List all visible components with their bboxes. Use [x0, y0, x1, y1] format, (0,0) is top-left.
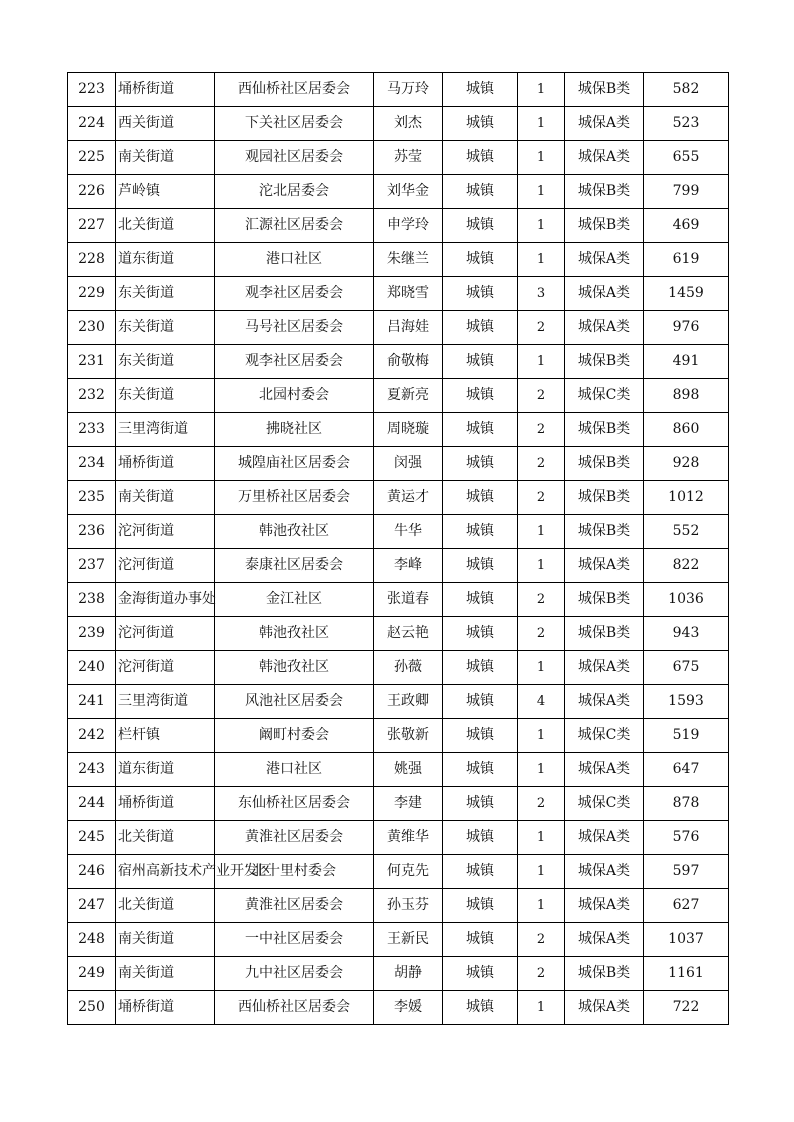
- household-type-cell: 城镇: [443, 243, 518, 277]
- category-cell: 城保B类: [565, 515, 644, 549]
- amount-cell: 469: [644, 209, 729, 243]
- street-cell: 沱河街道: [116, 651, 215, 685]
- member-count-cell: 1: [518, 243, 565, 277]
- amount-cell: 1012: [644, 481, 729, 515]
- name-cell: 马万玲: [374, 73, 443, 107]
- member-count-cell: 1: [518, 889, 565, 923]
- household-type-cell: 城镇: [443, 413, 518, 447]
- table-row: [68, 549, 729, 583]
- street-cell: 埇桥街道: [116, 991, 215, 1025]
- index-cell: 231: [68, 345, 116, 379]
- category-cell: 城保A类: [565, 753, 644, 787]
- table-row: [68, 753, 729, 787]
- name-cell: 张敬新: [374, 719, 443, 753]
- street-cell: 南关街道: [116, 481, 215, 515]
- amount-cell: 1036: [644, 583, 729, 617]
- table-row: [68, 617, 729, 651]
- name-cell: 黄运才: [374, 481, 443, 515]
- community-cell: 风池社区居委会: [215, 685, 374, 719]
- index-cell: 237: [68, 549, 116, 583]
- community-cell: 观李社区居委会: [215, 345, 374, 379]
- category-cell: 城保A类: [565, 549, 644, 583]
- household-type-cell: 城镇: [443, 277, 518, 311]
- community-cell: 沱北居委会: [215, 175, 374, 209]
- household-type-cell: 城镇: [443, 175, 518, 209]
- household-type-cell: 城镇: [443, 957, 518, 991]
- amount-cell: 647: [644, 753, 729, 787]
- street-cell: 北关街道: [116, 889, 215, 923]
- category-cell: 城保A类: [565, 855, 644, 889]
- household-type-cell: 城镇: [443, 889, 518, 923]
- amount-cell: 1161: [644, 957, 729, 991]
- household-type-cell: 城镇: [443, 753, 518, 787]
- index-cell: 223: [68, 73, 116, 107]
- amount-cell: 619: [644, 243, 729, 277]
- table-row: [68, 141, 729, 175]
- street-cell: 宿州高新技术产业开发区: [116, 855, 215, 889]
- table-row: [68, 821, 729, 855]
- category-cell: 城保B类: [565, 345, 644, 379]
- name-cell: 刘华金: [374, 175, 443, 209]
- table-row: [68, 991, 729, 1025]
- community-cell: 东仙桥社区居委会: [215, 787, 374, 821]
- name-cell: 张道春: [374, 583, 443, 617]
- table-row: [68, 311, 729, 345]
- index-cell: 236: [68, 515, 116, 549]
- category-cell: 城保A类: [565, 277, 644, 311]
- amount-cell: 519: [644, 719, 729, 753]
- community-cell: 下关社区居委会: [215, 107, 374, 141]
- amount-cell: 822: [644, 549, 729, 583]
- table-row: [68, 889, 729, 923]
- category-cell: 城保B类: [565, 481, 644, 515]
- member-count-cell: 1: [518, 651, 565, 685]
- name-cell: 牛华: [374, 515, 443, 549]
- index-cell: 235: [68, 481, 116, 515]
- household-type-cell: 城镇: [443, 821, 518, 855]
- member-count-cell: 1: [518, 991, 565, 1025]
- amount-cell: 523: [644, 107, 729, 141]
- community-cell: 万里桥社区居委会: [215, 481, 374, 515]
- member-count-cell: 2: [518, 413, 565, 447]
- member-count-cell: 1: [518, 73, 565, 107]
- table-row: [68, 209, 729, 243]
- category-cell: 城保B类: [565, 73, 644, 107]
- street-cell: 沱河街道: [116, 617, 215, 651]
- community-cell: 泰康社区居委会: [215, 549, 374, 583]
- amount-cell: 576: [644, 821, 729, 855]
- amount-cell: 597: [644, 855, 729, 889]
- index-cell: 229: [68, 277, 116, 311]
- table-row: [68, 73, 729, 107]
- household-type-cell: 城镇: [443, 209, 518, 243]
- name-cell: 朱继兰: [374, 243, 443, 277]
- category-cell: 城保A类: [565, 141, 644, 175]
- street-cell: 埇桥街道: [116, 447, 215, 481]
- member-count-cell: 1: [518, 175, 565, 209]
- member-count-cell: 1: [518, 821, 565, 855]
- name-cell: 郑晓雪: [374, 277, 443, 311]
- member-count-cell: 2: [518, 923, 565, 957]
- amount-cell: 928: [644, 447, 729, 481]
- name-cell: 孙玉芬: [374, 889, 443, 923]
- name-cell: 夏新亮: [374, 379, 443, 413]
- street-cell: 西关街道: [116, 107, 215, 141]
- category-cell: 城保A类: [565, 821, 644, 855]
- amount-cell: 675: [644, 651, 729, 685]
- member-count-cell: 2: [518, 583, 565, 617]
- community-cell: 阚町村委会: [215, 719, 374, 753]
- member-count-cell: 2: [518, 447, 565, 481]
- name-cell: 吕海娃: [374, 311, 443, 345]
- records-table-body: [68, 73, 729, 1025]
- index-cell: 247: [68, 889, 116, 923]
- table-row: [68, 447, 729, 481]
- street-cell: 金海街道办事处: [116, 583, 215, 617]
- street-cell: 东关街道: [116, 311, 215, 345]
- category-cell: 城保A类: [565, 923, 644, 957]
- community-cell: 汇源社区居委会: [215, 209, 374, 243]
- street-cell: 沱河街道: [116, 549, 215, 583]
- household-type-cell: 城镇: [443, 685, 518, 719]
- table-row: [68, 379, 729, 413]
- member-count-cell: 1: [518, 345, 565, 379]
- index-cell: 242: [68, 719, 116, 753]
- index-cell: 248: [68, 923, 116, 957]
- name-cell: 黄维华: [374, 821, 443, 855]
- table-row: [68, 277, 729, 311]
- amount-cell: 491: [644, 345, 729, 379]
- index-cell: 241: [68, 685, 116, 719]
- index-cell: 246: [68, 855, 116, 889]
- community-cell: 城隍庙社区居委会: [215, 447, 374, 481]
- community-cell: 一中社区居委会: [215, 923, 374, 957]
- table-row: [68, 515, 729, 549]
- street-cell: 栏杆镇: [116, 719, 215, 753]
- table-row: [68, 107, 729, 141]
- amount-cell: 582: [644, 73, 729, 107]
- category-cell: 城保A类: [565, 243, 644, 277]
- community-cell: 北十里村委会: [215, 855, 374, 889]
- name-cell: 俞敬梅: [374, 345, 443, 379]
- amount-cell: 1593: [644, 685, 729, 719]
- member-count-cell: 2: [518, 311, 565, 345]
- amount-cell: 655: [644, 141, 729, 175]
- name-cell: 李建: [374, 787, 443, 821]
- index-cell: 233: [68, 413, 116, 447]
- name-cell: 李峰: [374, 549, 443, 583]
- street-cell: 沱河街道: [116, 515, 215, 549]
- household-type-cell: 城镇: [443, 583, 518, 617]
- community-cell: 黄淮社区居委会: [215, 889, 374, 923]
- table-row: [68, 583, 729, 617]
- name-cell: 王政卿: [374, 685, 443, 719]
- name-cell: 姚强: [374, 753, 443, 787]
- table-row: [68, 413, 729, 447]
- table-row: [68, 651, 729, 685]
- community-cell: 拂晓社区: [215, 413, 374, 447]
- name-cell: 苏莹: [374, 141, 443, 175]
- category-cell: 城保A类: [565, 311, 644, 345]
- member-count-cell: 3: [518, 277, 565, 311]
- street-cell: 东关街道: [116, 277, 215, 311]
- household-type-cell: 城镇: [443, 515, 518, 549]
- index-cell: 225: [68, 141, 116, 175]
- category-cell: 城保B类: [565, 175, 644, 209]
- amount-cell: 627: [644, 889, 729, 923]
- category-cell: 城保B类: [565, 957, 644, 991]
- category-cell: 城保C类: [565, 379, 644, 413]
- street-cell: 道东街道: [116, 753, 215, 787]
- community-cell: 韩池孜社区: [215, 515, 374, 549]
- name-cell: 周晓璇: [374, 413, 443, 447]
- index-cell: 238: [68, 583, 116, 617]
- street-cell: 北关街道: [116, 209, 215, 243]
- name-cell: 闵强: [374, 447, 443, 481]
- table-row: [68, 957, 729, 991]
- category-cell: 城保B类: [565, 617, 644, 651]
- household-type-cell: 城镇: [443, 923, 518, 957]
- name-cell: 何克先: [374, 855, 443, 889]
- table-row: [68, 685, 729, 719]
- amount-cell: 799: [644, 175, 729, 209]
- table-row: [68, 719, 729, 753]
- street-cell: 南关街道: [116, 141, 215, 175]
- community-cell: 金江社区: [215, 583, 374, 617]
- category-cell: 城保C类: [565, 787, 644, 821]
- member-count-cell: 2: [518, 379, 565, 413]
- member-count-cell: 1: [518, 515, 565, 549]
- household-type-cell: 城镇: [443, 991, 518, 1025]
- table-row: [68, 175, 729, 209]
- table-row: [68, 243, 729, 277]
- household-type-cell: 城镇: [443, 719, 518, 753]
- index-cell: 239: [68, 617, 116, 651]
- community-cell: 观园社区居委会: [215, 141, 374, 175]
- member-count-cell: 1: [518, 107, 565, 141]
- street-cell: 南关街道: [116, 957, 215, 991]
- household-type-cell: 城镇: [443, 651, 518, 685]
- name-cell: 孙薇: [374, 651, 443, 685]
- index-cell: 232: [68, 379, 116, 413]
- amount-cell: 943: [644, 617, 729, 651]
- category-cell: 城保C类: [565, 719, 644, 753]
- member-count-cell: 2: [518, 617, 565, 651]
- member-count-cell: 1: [518, 141, 565, 175]
- category-cell: 城保A类: [565, 651, 644, 685]
- table-row: [68, 855, 729, 889]
- household-type-cell: 城镇: [443, 447, 518, 481]
- street-cell: 埇桥街道: [116, 73, 215, 107]
- amount-cell: 1037: [644, 923, 729, 957]
- street-cell: 三里湾街道: [116, 413, 215, 447]
- amount-cell: 1459: [644, 277, 729, 311]
- index-cell: 224: [68, 107, 116, 141]
- community-cell: 西仙桥社区居委会: [215, 991, 374, 1025]
- amount-cell: 898: [644, 379, 729, 413]
- amount-cell: 878: [644, 787, 729, 821]
- index-cell: 226: [68, 175, 116, 209]
- member-count-cell: 1: [518, 719, 565, 753]
- member-count-cell: 2: [518, 787, 565, 821]
- name-cell: 王新民: [374, 923, 443, 957]
- household-type-cell: 城镇: [443, 481, 518, 515]
- category-cell: 城保B类: [565, 413, 644, 447]
- name-cell: 李媛: [374, 991, 443, 1025]
- index-cell: 227: [68, 209, 116, 243]
- household-type-cell: 城镇: [443, 141, 518, 175]
- household-type-cell: 城镇: [443, 855, 518, 889]
- name-cell: 申学玲: [374, 209, 443, 243]
- amount-cell: 860: [644, 413, 729, 447]
- index-cell: 240: [68, 651, 116, 685]
- amount-cell: 552: [644, 515, 729, 549]
- community-cell: 港口社区: [215, 243, 374, 277]
- category-cell: 城保A类: [565, 685, 644, 719]
- community-cell: 马号社区居委会: [215, 311, 374, 345]
- household-type-cell: 城镇: [443, 379, 518, 413]
- community-cell: 韩池孜社区: [215, 617, 374, 651]
- member-count-cell: 4: [518, 685, 565, 719]
- community-cell: 九中社区居委会: [215, 957, 374, 991]
- member-count-cell: 2: [518, 481, 565, 515]
- table-row: [68, 923, 729, 957]
- household-type-cell: 城镇: [443, 787, 518, 821]
- amount-cell: 976: [644, 311, 729, 345]
- household-type-cell: 城镇: [443, 107, 518, 141]
- index-cell: 245: [68, 821, 116, 855]
- community-cell: 港口社区: [215, 753, 374, 787]
- street-cell: 三里湾街道: [116, 685, 215, 719]
- category-cell: 城保A类: [565, 889, 644, 923]
- household-type-cell: 城镇: [443, 73, 518, 107]
- member-count-cell: 1: [518, 209, 565, 243]
- household-type-cell: 城镇: [443, 345, 518, 379]
- table-row: [68, 345, 729, 379]
- community-cell: 观李社区居委会: [215, 277, 374, 311]
- index-cell: 243: [68, 753, 116, 787]
- street-cell: 北关街道: [116, 821, 215, 855]
- index-cell: 250: [68, 991, 116, 1025]
- household-type-cell: 城镇: [443, 311, 518, 345]
- household-type-cell: 城镇: [443, 617, 518, 651]
- street-cell: 芦岭镇: [116, 175, 215, 209]
- community-cell: 韩池孜社区: [215, 651, 374, 685]
- community-cell: 黄淮社区居委会: [215, 821, 374, 855]
- street-cell: 埇桥街道: [116, 787, 215, 821]
- table-row: [68, 481, 729, 515]
- index-cell: 234: [68, 447, 116, 481]
- member-count-cell: 2: [518, 957, 565, 991]
- category-cell: 城保A类: [565, 991, 644, 1025]
- community-cell: 西仙桥社区居委会: [215, 73, 374, 107]
- index-cell: 244: [68, 787, 116, 821]
- index-cell: 230: [68, 311, 116, 345]
- community-cell: 北园村委会: [215, 379, 374, 413]
- member-count-cell: 1: [518, 549, 565, 583]
- name-cell: 胡静: [374, 957, 443, 991]
- amount-cell: 722: [644, 991, 729, 1025]
- household-type-cell: 城镇: [443, 549, 518, 583]
- name-cell: 赵云艳: [374, 617, 443, 651]
- category-cell: 城保B类: [565, 209, 644, 243]
- category-cell: 城保B类: [565, 583, 644, 617]
- index-cell: 249: [68, 957, 116, 991]
- street-cell: 南关街道: [116, 923, 215, 957]
- street-cell: 道东街道: [116, 243, 215, 277]
- name-cell: 刘杰: [374, 107, 443, 141]
- category-cell: 城保A类: [565, 107, 644, 141]
- table-row: [68, 787, 729, 821]
- records-table: [67, 72, 729, 1025]
- category-cell: 城保B类: [565, 447, 644, 481]
- index-cell: 228: [68, 243, 116, 277]
- member-count-cell: 1: [518, 753, 565, 787]
- street-cell: 东关街道: [116, 379, 215, 413]
- member-count-cell: 1: [518, 855, 565, 889]
- street-cell: 东关街道: [116, 345, 215, 379]
